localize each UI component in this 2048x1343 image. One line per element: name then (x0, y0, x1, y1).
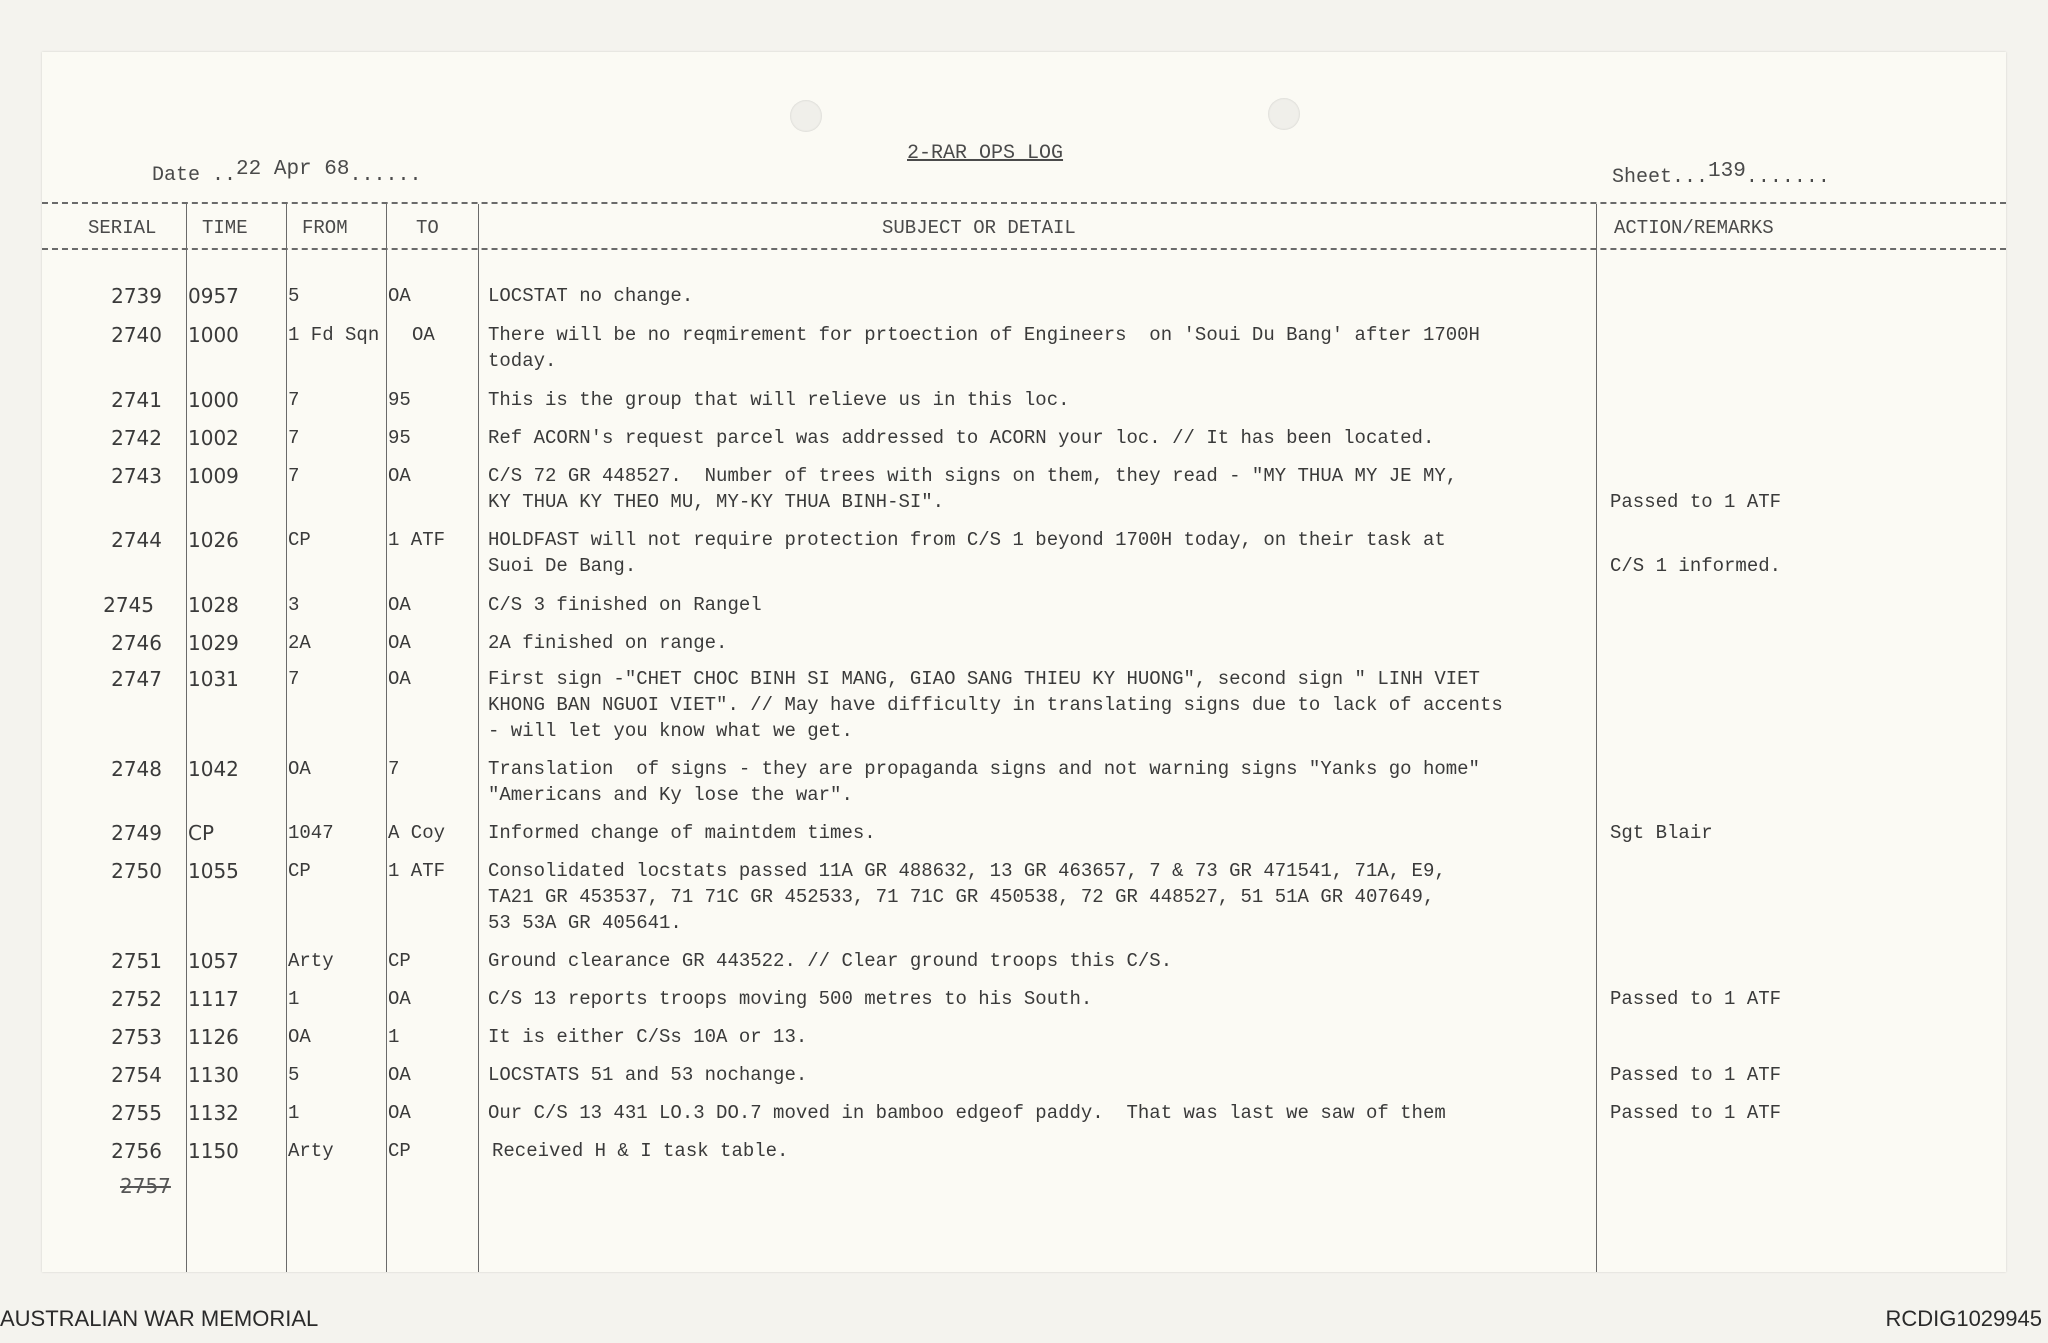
detail-cell: First sign -"CHET CHOC BINH SI MANG, GIAO SANG THIEU KY HUONG", second sign " LINH VIET KHONG BAN NGUOI VIET". // May have difficulty in translating signs due to lack of accents - will let you know what we get. (488, 668, 1503, 742)
detail-cell: Ground clearance GR 443522. // Clear ground troops this C/S. (488, 950, 1173, 972)
from-cell: OA (288, 1026, 311, 1048)
to-cell: OA (388, 1102, 411, 1124)
time-cell: 1055 (188, 859, 239, 883)
serial-cell: 2741 (111, 388, 162, 412)
serial-cell: 2744 (111, 528, 162, 552)
date-value: 22 Apr 68 (236, 158, 350, 181)
time-cell: 1132 (188, 1101, 239, 1125)
serial-cell: 2747 (111, 667, 162, 691)
detail-cell: Translation of signs - they are propaganda signs and not warning signs "Yanks go home" "Americans and Ky lose the war". (488, 758, 1480, 806)
time-cell: 1000 (188, 388, 239, 412)
col-header-to: TO (416, 217, 439, 239)
footer-archive-label: AUSTRALIAN WAR MEMORIAL (0, 1306, 319, 1331)
page-title: 2-RAR OPS LOG (907, 142, 1064, 165)
time-cell: CP (188, 821, 215, 845)
sheet-label: Sheet (1612, 166, 1673, 189)
time-cell: 1150 (188, 1139, 239, 1163)
from-cell: 7 (288, 668, 300, 690)
to-cell: OA (412, 324, 435, 346)
to-cell: OA (388, 1064, 411, 1086)
from-cell: 5 (288, 1064, 300, 1086)
detail-cell: LOCSTATS 51 and 53 nochange. (488, 1064, 808, 1086)
serial-cell: 2751 (111, 949, 162, 973)
to-cell: CP (388, 1140, 411, 1162)
action-cell: Passed to 1 ATF (1610, 1064, 1782, 1086)
detail-cell: There will be no reqmirement for prtoection of Engineers on 'Soui Du Bang' after 1700H today. (488, 324, 1480, 372)
col-header-from: FROM (302, 217, 348, 239)
from-cell: 1 (288, 1102, 300, 1124)
header-bottom-rule (42, 248, 2006, 250)
col-divider-from (386, 204, 387, 1272)
time-cell: 1028 (188, 593, 239, 617)
from-cell: 1 Fd Sqn (288, 324, 380, 346)
detail-cell: Ref ACORN's request parcel was addressed to ACORN your loc. // It has been located. (488, 427, 1435, 449)
detail-cell: HOLDFAST will not require protection from C/S 1 beyond 1700H today, on their task at Suoi De Bang. (488, 529, 1446, 577)
serial-cell: 2749 (111, 821, 162, 845)
struck-serial: 2757 (120, 1174, 171, 1198)
punch-hole-left (790, 100, 822, 132)
from-cell: Arty (288, 950, 334, 972)
serial-cell: 2745 (103, 593, 154, 617)
to-cell: 95 (388, 389, 411, 411)
detail-cell: Consolidated locstats passed 11A GR 488632, 13 GR 463657, 7 & 73 GR 471541, 71A, E9, TA21 GR 453537, 71 71C GR 452533, 71 71C GR 450538, 72 GR 448527, 51 51A GR 407649, 53 53A GR 405641. (488, 860, 1446, 934)
to-cell: OA (388, 285, 411, 307)
detail-cell: This is the group that will relieve us in this loc. (488, 389, 1070, 411)
to-cell: A Coy (388, 822, 446, 844)
action-cell: Passed to 1 ATF (1610, 1102, 1782, 1124)
action-cell: C/S 1 informed. (1610, 555, 1782, 577)
action-cell: Sgt Blair (1610, 822, 1713, 844)
time-cell: 1009 (188, 464, 239, 488)
from-cell: CP (288, 860, 311, 882)
from-cell: 3 (288, 594, 300, 616)
to-cell: OA (388, 632, 411, 654)
to-cell: OA (388, 988, 411, 1010)
time-cell: 1031 (188, 667, 239, 691)
col-divider-to (478, 204, 479, 1272)
from-cell: 2A (288, 632, 311, 654)
to-cell: 7 (388, 758, 400, 780)
col-divider-time (286, 204, 287, 1272)
from-cell: 7 (288, 389, 300, 411)
detail-cell: LOCSTAT no change. (488, 285, 694, 307)
from-cell: OA (288, 758, 311, 780)
time-cell: 1042 (188, 757, 239, 781)
time-cell: 1002 (188, 426, 239, 450)
serial-cell: 2755 (111, 1101, 162, 1125)
time-cell: 1126 (188, 1025, 239, 1049)
serial-cell: 2754 (111, 1063, 162, 1087)
serial-cell: 2740 (111, 323, 162, 347)
detail-cell: C/S 3 finished on Rangel (488, 594, 762, 616)
footer-record-id: RCDIG1029945 (1885, 1306, 2042, 1331)
to-cell: 95 (388, 427, 411, 449)
time-cell: 1029 (188, 631, 239, 655)
serial-cell: 2753 (111, 1025, 162, 1049)
to-cell: OA (388, 668, 411, 690)
ops-log-sheet (42, 52, 2006, 1272)
col-header-action: ACTION/REMARKS (1614, 217, 1774, 239)
detail-cell: It is either C/Ss 10A or 13. (488, 1026, 808, 1048)
serial-cell: 2746 (111, 631, 162, 655)
serial-cell: 2742 (111, 426, 162, 450)
to-cell: CP (388, 950, 411, 972)
from-cell: 1 (288, 988, 300, 1010)
detail-cell: C/S 72 GR 448527. Number of trees with signs on them, they read - "MY THUA MY JE MY, KY THUA KY THEO MU, MY-KY THUA BINH-SI". (488, 465, 1458, 513)
col-divider-detail (1596, 204, 1597, 1272)
col-header-detail: SUBJECT OR DETAIL (882, 217, 1076, 239)
time-cell: 1000 (188, 323, 239, 347)
detail-cell: Received H & I task table. (492, 1140, 789, 1162)
sheet-value: 139 (1708, 160, 1746, 183)
detail-cell: 2A finished on range. (488, 632, 728, 654)
from-cell: CP (288, 529, 311, 551)
serial-cell: 2743 (111, 464, 162, 488)
from-cell: 5 (288, 285, 300, 307)
detail-cell: Informed change of maintdem times. (488, 822, 876, 844)
time-cell: 1130 (188, 1063, 239, 1087)
date-field: Date ..22 Apr 68...... (152, 158, 422, 187)
detail-cell: Our C/S 13 431 LO.3 DO.7 moved in bamboo edgeof paddy. That was last we saw of them (488, 1102, 1446, 1124)
action-cell: Passed to 1 ATF (1610, 988, 1782, 1010)
to-cell: 1 ATF (388, 529, 446, 551)
from-cell: 7 (288, 465, 300, 487)
detail-cell: C/S 13 reports troops moving 500 metres to his South. (488, 988, 1093, 1010)
to-cell: 1 ATF (388, 860, 446, 882)
serial-cell: 2756 (111, 1139, 162, 1163)
action-cell: Passed to 1 ATF (1610, 491, 1782, 513)
to-cell: 1 (388, 1026, 400, 1048)
sheet-field: Sheet...139....... (1612, 160, 1830, 189)
col-header-serial: SERIAL (88, 217, 157, 239)
to-cell: OA (388, 594, 411, 616)
date-label: Date (152, 164, 201, 187)
serial-cell: 2748 (111, 757, 162, 781)
col-header-time: TIME (202, 217, 248, 239)
time-cell: 1057 (188, 949, 239, 973)
time-cell: 1117 (188, 987, 239, 1011)
serial-cell: 2739 (111, 284, 162, 308)
time-cell: 1026 (188, 528, 239, 552)
punch-hole-right (1268, 98, 1300, 130)
from-cell: 7 (288, 427, 300, 449)
col-divider-serial (186, 204, 187, 1272)
from-cell: 1047 (288, 822, 334, 844)
header-top-rule (42, 202, 2006, 204)
from-cell: Arty (288, 1140, 334, 1162)
to-cell: OA (388, 465, 411, 487)
serial-cell: 2750 (111, 859, 162, 883)
serial-cell: 2752 (111, 987, 162, 1011)
time-cell: 0957 (188, 284, 239, 308)
